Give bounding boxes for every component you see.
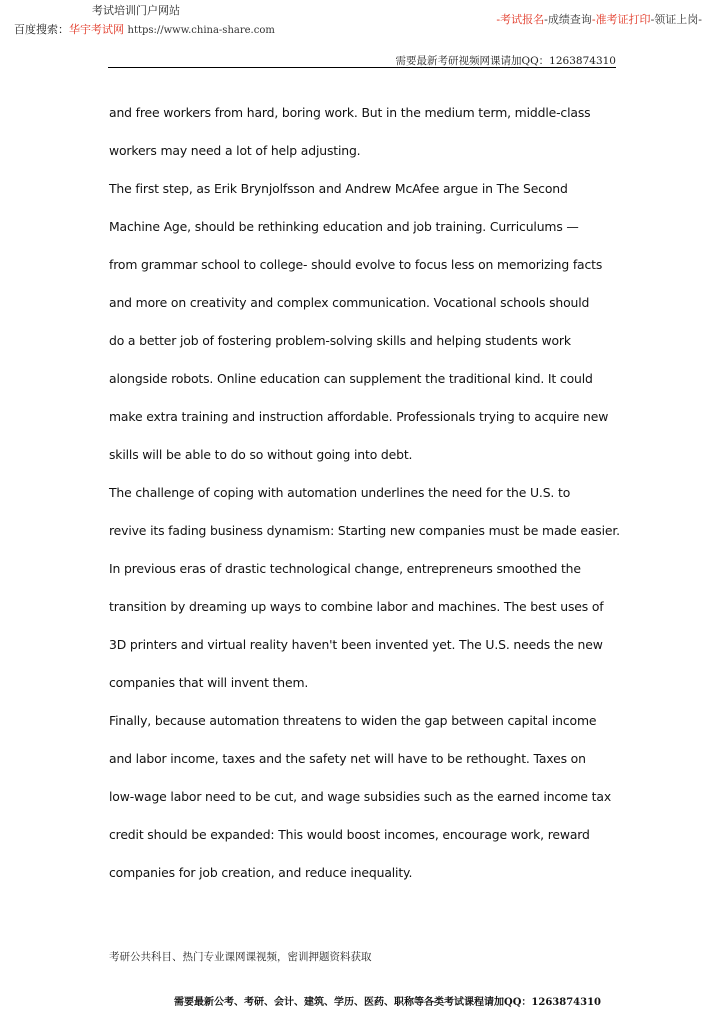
text-line: and free workers from hard, boring work. But in the medium term, middle-class bbox=[109, 105, 591, 120]
text-line: skills will be able to do so without going into debt. bbox=[109, 447, 413, 462]
site-name: 考试培训门户网站 bbox=[92, 4, 180, 17]
text-line: make extra training and instruction affordable. Professionals trying to acquire new bbox=[109, 409, 609, 424]
text-line: and more on creativity and complex communication. Vocational schools should bbox=[109, 295, 590, 310]
text-line: In previous eras of drastic technological change, entrepreneurs smoothed the bbox=[109, 561, 581, 576]
article-body bbox=[109, 94, 629, 892]
link-separator: - bbox=[496, 13, 501, 26]
header-links bbox=[496, 11, 702, 27]
text-line: workers may need a lot of help adjusting. bbox=[109, 143, 361, 158]
score-query-link[interactable]: 成绩查询 bbox=[547, 13, 592, 26]
header-divider bbox=[108, 67, 616, 68]
text-line: and labor income, taxes and the safety net will have to be rethought. Taxes on bbox=[109, 751, 586, 766]
text-line: companies that will invent them. bbox=[109, 675, 309, 690]
footer-qq-notice: 需要最新公考、考研、会计、建筑、学历、医药、职称等各类考试课程请加QQ：1263874310 bbox=[174, 997, 602, 1008]
text-line: 3D printers and virtual reality haven't been invented yet. The U.S. needs the new bbox=[109, 637, 603, 652]
text-line: The challenge of coping with automation underlines the need for the U.S. to bbox=[109, 485, 571, 500]
search-label: 百度搜索： bbox=[14, 23, 69, 36]
text-line: transition by dreaming up ways to combine labor and machines. The best uses of bbox=[109, 599, 604, 614]
qq-notice: 需要最新考研视频网课请加QQ：1263874310 bbox=[395, 55, 616, 67]
exam-signup-link[interactable]: 考试报名 bbox=[500, 13, 545, 26]
link-separator: - bbox=[650, 13, 655, 26]
text-line: The first step, as Erik Brynjolfsson and Andrew McAfee argue in The Second bbox=[109, 181, 568, 196]
footer-note: 考研公共科目、热门专业课网课视频，密训押题资料获取 bbox=[109, 951, 372, 963]
text-line: low-wage labor need to be cut, and wage subsidies such as the earned income tax bbox=[109, 789, 612, 804]
cert-collect-link[interactable]: 领证上岗 bbox=[654, 13, 699, 26]
site-url[interactable]: https://www.china-share.com bbox=[127, 25, 275, 36]
link-separator: - bbox=[591, 13, 596, 26]
text-line: revive its fading business dynamism: Starting new companies must be made easier. bbox=[109, 523, 620, 538]
admission-print-link[interactable]: 准考证打印 bbox=[595, 13, 651, 26]
text-line: Finally, because automation threatens to widen the gap between capital income bbox=[109, 713, 597, 728]
text-line: credit should be expanded: This would boost incomes, encourage work, reward bbox=[109, 827, 590, 842]
link-separator: - bbox=[544, 13, 548, 26]
search-hint bbox=[14, 21, 275, 37]
text-line: Machine Age, should be rethinking education and job training. Curriculums — bbox=[109, 219, 579, 234]
text-line: do a better job of fostering problem-solving skills and helping students work bbox=[109, 333, 571, 348]
link-separator: - bbox=[698, 13, 702, 26]
text-line: from grammar school to college- should evolve to focus less on memorizing facts bbox=[109, 257, 603, 272]
text-line: companies for job creation, and reduce inequality. bbox=[109, 865, 413, 880]
brand-name[interactable]: 华宇考试网 bbox=[69, 23, 124, 36]
text-line: alongside robots. Online education can supplement the traditional kind. It could bbox=[109, 371, 593, 386]
